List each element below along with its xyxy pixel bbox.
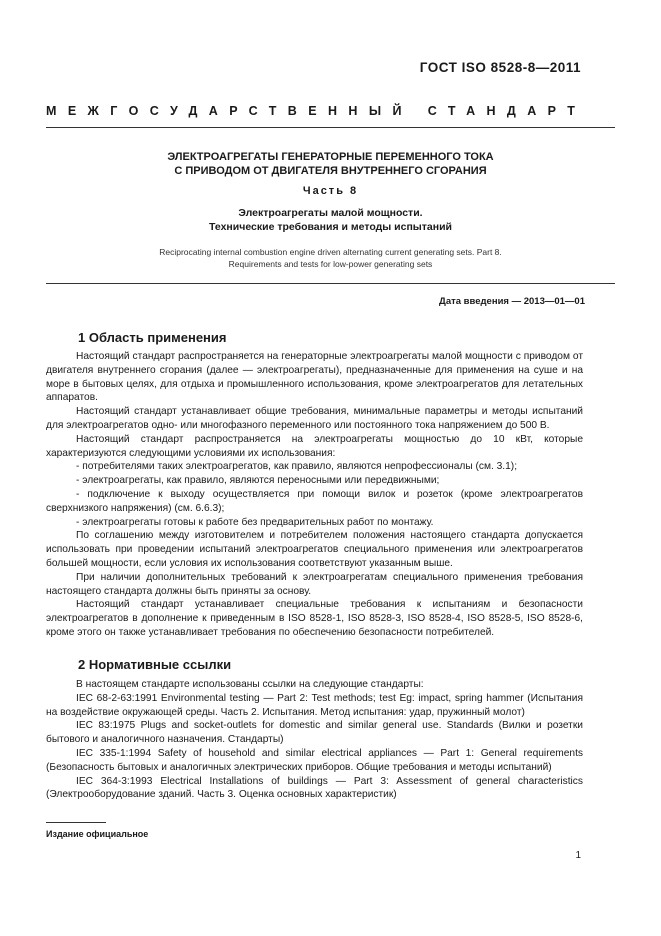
introduction-date: Дата введения — 2013—01—01 xyxy=(439,296,585,307)
paragraph: Настоящий стандарт устанавливает общие требования, минимальные параметры и методы испытаний для электроагрегатов одно- или многофазного переменного или постоянного тока напряжением до 500 В. xyxy=(46,406,583,431)
english-title-line-2: Requirements and tests for low-power generating sets xyxy=(228,259,433,269)
reference-item: IEC 83:1975 Plugs and socket-outlets for domestic and similar general use. Standards (Вилки и розетки бытового и аналогичного назначения. Стандарты) xyxy=(46,720,583,746)
section-1-heading: 1 Область применения xyxy=(78,330,227,345)
section-2-body xyxy=(46,678,583,802)
standard-type-heading: МЕЖГОСУДАРСТВЕННЫЙ СТАНДАРТ xyxy=(46,104,587,118)
paragraph: В настоящем стандарте использованы ссылки на следующие стандарты: xyxy=(76,679,424,690)
paragraph: Настоящий стандарт устанавливает специальные требования к испытаниям и безопасности электроагрегатов в дополнение к приведенным в ISO 8528-1, ISO 8528-3, ISO 8528-4, ISO 8528-5, ISO 8528-6, кроме этого он также устанавливает требования по обеспечению безопасности потребителей. xyxy=(46,599,583,638)
subtitle-line-1: Электроагрегаты малой мощности. xyxy=(238,207,423,219)
title-line-1: ЭЛЕКТРОАГРЕГАТЫ ГЕНЕРАТОРНЫЕ ПЕРЕМЕННОГО ТОКА xyxy=(167,151,494,163)
paragraph: По соглашению между изготовителем и потребителем положения настоящего стандарта допускается использовать при проведении испытаний электроагрегатов специального применения или электроагрегатов большей мощности, если условия их использования соответствуют указанным выше. xyxy=(46,530,583,569)
paragraph: При наличии дополнительных требований к электроагрегатам специального применения требования настоящего стандарта должны быть приняты за основу. xyxy=(46,571,583,597)
list-item: - электроагрегаты, как правило, являются переносными или передвижными; xyxy=(76,475,440,487)
edition-label: Издание официальное xyxy=(46,829,149,839)
reference-item: IEC 335-1:1994 Safety of household and similar electrical appliances — Part 1: General requirements (Безопасность бытовых и аналогичных электрических приборов. Общие требования и методы испытаний) xyxy=(46,747,583,773)
list-item: - потребителями таких электроагрегатов, как правило, являются непрофессионалы (см. 3.1); xyxy=(76,461,518,473)
english-title xyxy=(46,246,615,270)
reference-item: IEC 364-3:1993 Electrical Installations of buildings — Part 3: Assessment of general characteristics (Электрооборудование зданий. Часть 3. Оценка основных характеристик) xyxy=(46,775,583,801)
title-line-2: С ПРИВОДОМ ОТ ДВИГАТЕЛЯ ВНУТРЕННЕГО СГОРАНИЯ xyxy=(174,165,487,177)
list-item: - подключение к выходу осуществляется при помощи вилок и розеток (кроме электроагрегатов сверхнизкого напряжения) (см. 6.6.3); xyxy=(46,488,583,514)
page-number: 1 xyxy=(575,850,581,861)
subtitle-line-2: Технические требования и методы испытаний xyxy=(209,221,452,233)
section-2-heading: 2 Нормативные ссылки xyxy=(78,657,232,672)
footer-divider xyxy=(46,822,106,823)
document-subtitle xyxy=(46,206,615,234)
paragraph: Настоящий стандарт распространяется на электроагрегаты мощностью до 10 кВт, которые характеризуются следующими условиями их использования: xyxy=(46,433,583,459)
reference-item: IEC 68-2-63:1991 Environmental testing — Part 2: Test methods; test Eg: impact, spring hammer (Испытания на воздействие окружающей среды. Часть 2. Испытания. Метод испытания: удар, пружинный молот) xyxy=(46,692,583,718)
section-1-body xyxy=(46,350,583,640)
english-title-line-1: Reciprocating internal combustion engine driven alternating current generating sets. Part 8. xyxy=(159,247,502,257)
document-designation: ГОСТ ISO 8528-8—2011 xyxy=(419,60,581,75)
header-divider xyxy=(46,127,615,128)
title-divider xyxy=(46,283,615,284)
paragraph: Настоящий стандарт распространяется на генераторные электроагрегаты малой мощности с приводом от двигателя внутреннего сгорания (далее — электроагрегаты), предназначенные для применения на суше и на море в бытовых целях, для отдыха и промышленного использования, кроме электроагрегатов для летательных аппаратов. xyxy=(46,351,583,404)
document-title xyxy=(46,150,615,178)
part-label: Часть 8 xyxy=(302,185,359,197)
list-item: - электроагрегаты готовы к работе без предварительных работ по монтажу. xyxy=(76,516,434,528)
